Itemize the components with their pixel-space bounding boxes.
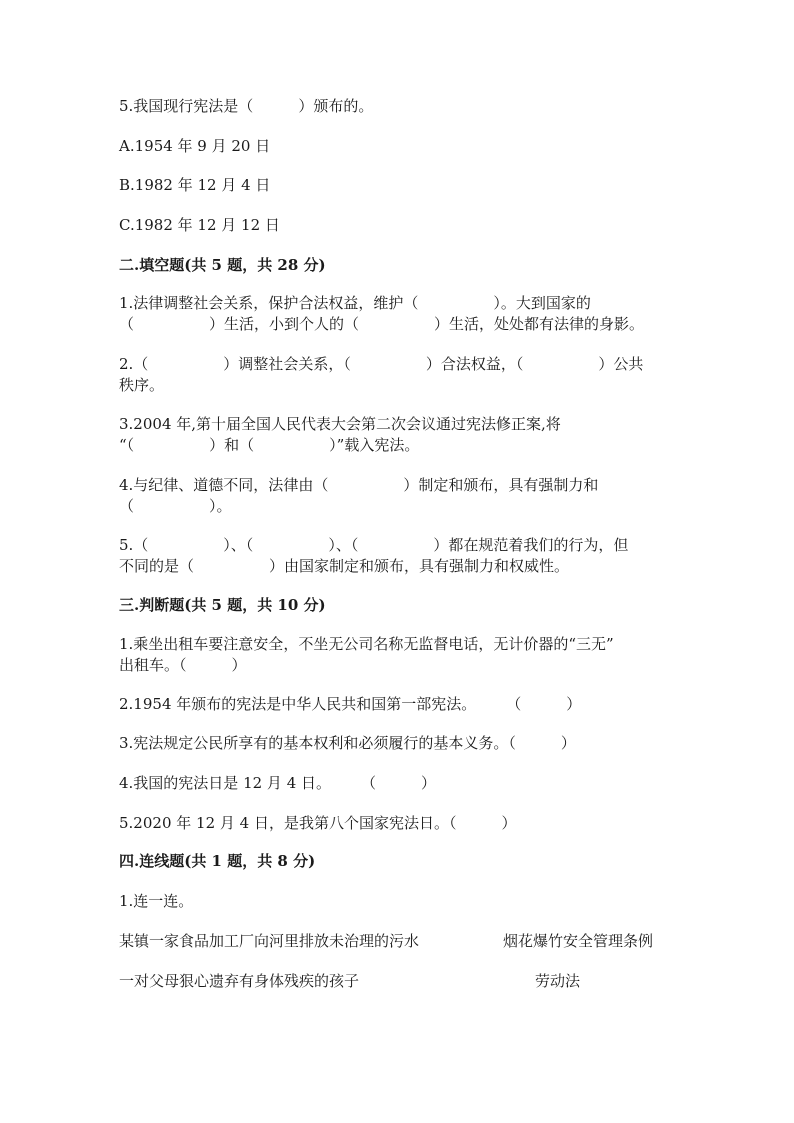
fill-q2-line1: 2.（ ）调整社会关系，（ ）合法权益，（ ）公共 [119, 355, 644, 373]
section-heading-matching: 四.连线题(共 1 题，共 8 分) [119, 852, 316, 870]
tf-q1-line2: 出租车。（ ） [119, 656, 247, 674]
mc-option-b: B.1982 年 12 月 4 日 [119, 176, 271, 194]
mc-option-c: C.1982 年 12 月 12 日 [119, 216, 280, 234]
fill-q2-line2: 秩序。 [119, 376, 165, 394]
fill-q5-line2: 不同的是（ ）由国家制定和颁布，具有强制力和权威性。 [119, 557, 570, 575]
fill-q4-line2: （ ）。 [119, 497, 232, 515]
tf-q5: 5.2020 年 12 月 4 日，是我第八个国家宪法日。（ ） [119, 814, 517, 832]
section-heading-fill-blank: 二.填空题(共 5 题，共 28 分) [119, 256, 326, 274]
fill-q1-line1: 1.法律调整社会关系，保护合法权益，维护（ ）。大到国家的 [119, 294, 591, 312]
fill-q5-line1: 5.（ ）、（ ）、（ ）都在规范着我们的行为，但 [119, 536, 629, 554]
tf-q2: 2.1954 年颁布的宪法是中华人民共和国第一部宪法。 （ ） [119, 695, 582, 713]
matching-right-item-1: 烟花爆竹安全管理条例 [503, 932, 654, 950]
tf-q4: 4.我国的宪法日是 12 月 4 日。 （ ） [119, 774, 437, 792]
matching-left-item-2: 一对父母狠心遗弃有身体残疾的孩子 [119, 972, 360, 990]
tf-q3: 3.宪法规定公民所享有的基本权利和必须履行的基本义务。（ ） [119, 734, 576, 752]
matching-right-item-2: 劳动法 [535, 972, 581, 990]
fill-q1-line2: （ ）生活，小到个人的（ ）生活，处处都有法律的身影。 [119, 315, 645, 333]
matching-prompt: 1.连一连。 [119, 892, 194, 910]
fill-q4-line1: 4.与纪律、道德不同，法律由（ ）制定和颁布，具有强制力和 [119, 476, 599, 494]
mc-option-a: A.1954 年 9 月 20 日 [119, 137, 271, 155]
mc-question-stem: 5.我国现行宪法是（ ）颁布的。 [119, 97, 374, 115]
section-heading-true-false: 三.判断题(共 5 题，共 10 分) [119, 596, 326, 614]
matching-left-item-1: 某镇一家食品加工厂向河里排放未治理的污水 [119, 932, 420, 950]
fill-q3-line2: “（ ）和（ ）”载入宪法。 [119, 436, 420, 454]
fill-q3-line1: 3.2004 年,第十届全国人民代表大会第二次会议通过宪法修正案,将 [119, 415, 561, 433]
tf-q1-line1: 1.乘坐出租车要注意安全，不坐无公司名称无监督电话，无计价器的“三无” [119, 635, 614, 653]
